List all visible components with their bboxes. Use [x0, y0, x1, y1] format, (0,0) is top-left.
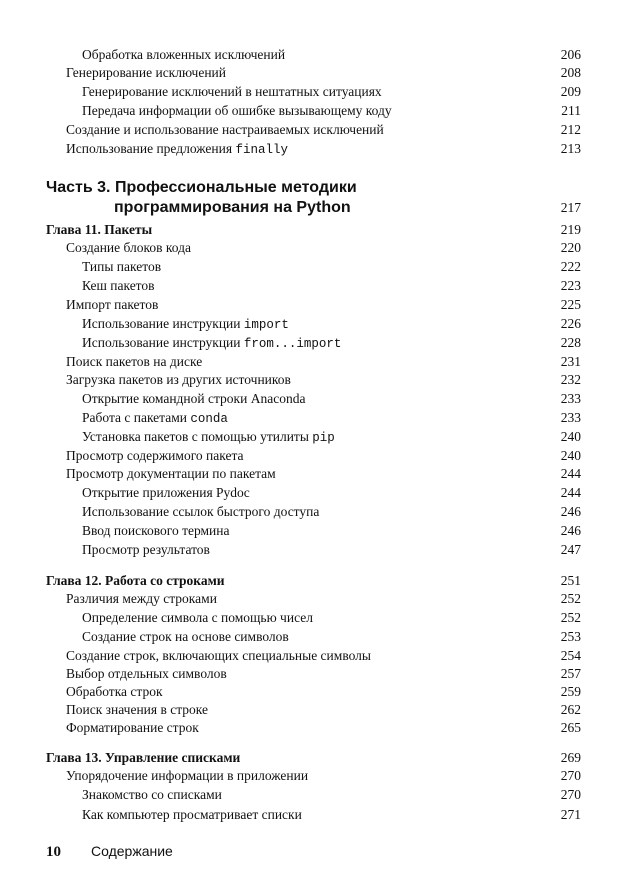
page-number: 220	[560, 240, 581, 255]
page-footer	[46, 841, 173, 862]
page-number: 253	[560, 629, 581, 644]
page-number: 232	[560, 372, 581, 387]
page-number: 231	[560, 354, 581, 369]
toc-entry: Кеш пакетов 223	[82, 278, 581, 293]
toc-entry: Определение символа с помощью чисел 252	[82, 610, 581, 625]
footer-page-number: 10	[46, 844, 61, 860]
page-number: 240	[560, 429, 581, 444]
toc-entry: Открытие командной строки Anaconda 233	[82, 391, 581, 406]
page-number: 270	[560, 768, 581, 783]
page-number: 233	[560, 410, 581, 425]
code-term: pip	[312, 431, 335, 445]
page-number: 270	[560, 787, 581, 802]
toc-entry: Выбор отдельных символов 257	[66, 666, 581, 681]
code-term: from...import	[243, 337, 342, 351]
page-number: 252	[560, 591, 581, 606]
toc-entry: Использование инструкции from...import 228	[82, 335, 581, 351]
page-number: 206	[560, 47, 581, 62]
toc-entry: Знакомство со списками 270	[82, 787, 581, 802]
page-number: 244	[560, 466, 581, 481]
toc-entry: Как компьютер просматривает списки 271	[82, 807, 581, 822]
page-number: 269	[560, 750, 581, 765]
footer-title: Содержание	[91, 843, 173, 859]
page-number: 247	[560, 542, 581, 557]
toc-entry: Создание строк на основе символов 253	[82, 629, 581, 644]
toc-entry: Использование инструкции import 226	[82, 316, 581, 332]
page-number: 208	[560, 65, 581, 80]
page-number: 233	[560, 391, 581, 406]
toc-entry: Создание и использование настраиваемых исключений 212	[66, 122, 581, 137]
chapter-heading: Глава 13. Управление списками 269	[46, 750, 581, 765]
toc-entry: Создание блоков кода 220	[66, 240, 581, 255]
page-number: 223	[560, 278, 581, 293]
part-title-line2: программирования на Python	[114, 199, 351, 216]
page-number: 228	[560, 335, 581, 350]
toc-entry: Загрузка пакетов из других источников 232	[66, 372, 581, 387]
toc-entry: Просмотр содержимого пакета 240	[66, 448, 581, 463]
toc-entry: Передача информации об ошибке вызывающему коду 211	[82, 103, 581, 118]
toc-entry: Ввод поискового термина 246	[82, 523, 581, 538]
toc-entry: Установка пакетов с помощью утилиты pip 240	[82, 429, 581, 445]
page-number: 226	[560, 316, 581, 331]
code-term: conda	[190, 412, 228, 426]
page-number: 246	[560, 523, 581, 538]
toc-entry: Обработка строк 259	[66, 684, 581, 699]
chapter-heading: Глава 12. Работа со строками 251	[46, 573, 581, 588]
chapter-heading: Глава 11. Пакеты 219	[46, 222, 581, 237]
page-number: 271	[560, 807, 581, 822]
page-number: 262	[560, 702, 581, 717]
toc-entry: Использование предложения finally 213	[66, 141, 581, 157]
page-number: 257	[560, 666, 581, 681]
code-term: import	[243, 318, 289, 332]
page-number: 222	[560, 259, 581, 274]
page-number: 225	[560, 297, 581, 312]
page-number: 209	[560, 84, 581, 99]
page-number: 213	[560, 141, 581, 156]
page-number: 211	[561, 103, 581, 118]
toc-entry: Использование ссылок быстрого доступа 246	[82, 504, 581, 519]
page-number: 244	[560, 485, 581, 500]
page-number: 254	[560, 648, 581, 663]
page-number: 259	[560, 684, 581, 699]
toc-entry: Различия между строками 252	[66, 591, 581, 606]
toc-entry: Форматирование строк 265	[66, 720, 581, 735]
code-term: finally	[235, 143, 288, 157]
page-number: 219	[560, 222, 581, 237]
part-heading	[46, 178, 366, 218]
toc-entry: Поиск пакетов на диске 231	[66, 354, 581, 369]
page-number: 212	[560, 122, 581, 137]
toc-entry: Типы пакетов 222	[82, 259, 581, 274]
toc-entry: Создание строк, включающих специальные символы 254	[66, 648, 581, 663]
toc-entry: Работа с пакетами conda 233	[82, 410, 581, 426]
page-number: 265	[560, 720, 581, 735]
toc-entry: Поиск значения в строке 262	[66, 702, 581, 717]
part-page-number: 217	[560, 200, 581, 215]
page-number: 251	[560, 573, 581, 588]
toc-entry: Упорядочение информации в приложении 270	[66, 768, 581, 783]
page-number: 252	[560, 610, 581, 625]
page-number: 240	[560, 448, 581, 463]
toc-entry: Генерирование исключений в нештатных ситуациях 209	[82, 84, 581, 99]
page-number: 246	[560, 504, 581, 519]
toc-entry: Обработка вложенных исключений 206	[82, 47, 581, 62]
toc-entry: Импорт пакетов 225	[66, 297, 581, 312]
toc-entry: Просмотр документации по пакетам 244	[66, 466, 581, 481]
part-title-line1: Часть 3. Профессиональные методики	[46, 179, 357, 196]
toc-entry: Открытие приложения Pydoc 244	[82, 485, 581, 500]
toc-entry: Просмотр результатов 247	[82, 542, 581, 557]
toc-entry: Генерирование исключений 208	[66, 65, 581, 80]
